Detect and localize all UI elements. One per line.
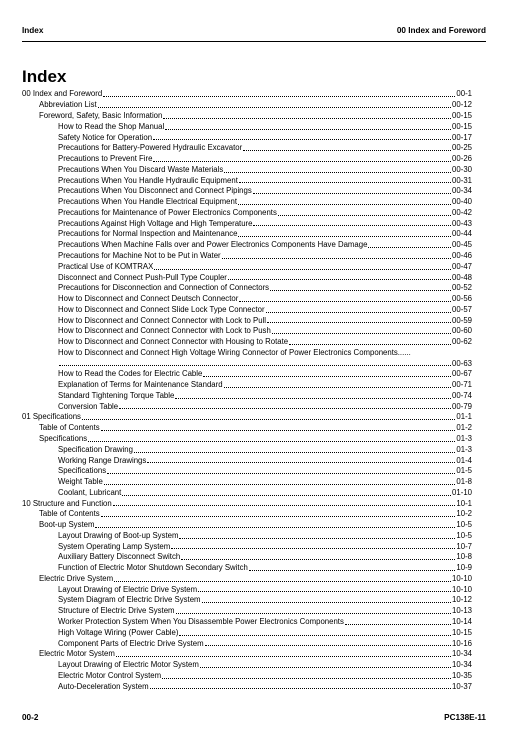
index-entry-page: 01-3 [456,433,472,443]
dot-leader [162,678,451,679]
index-entry-title: Precautions to Prevent Fire [58,154,153,164]
index-entry-title: Coolant, Lubricant [58,487,122,497]
index-entry-title: How to Disconnect and Connect Connector with Lock to Pull [58,315,267,325]
index-entry [22,283,472,294]
dot-leader [122,495,451,496]
index-entry [22,337,472,348]
index-entry [22,165,472,176]
index-entry-title: Layout Drawing of Electric Drive System [58,584,198,594]
index-entry-title: Precautions When You Discard Waste Materials [58,164,224,174]
dot-leader [224,172,451,173]
index-entry-page: 00-62 [452,337,472,347]
index-entry-title: How to Read the Codes for Electric Cable [58,369,203,379]
index-entry [22,391,472,402]
index-entry-title: Layout Drawing of Electric Motor System [58,660,199,670]
index-entry [22,563,472,574]
header-chapter-label: 00 Index and Foreword [396,26,486,35]
index-entry-title: How to Disconnect and Connect Deutsch Connector [58,294,239,304]
dot-leader [104,484,456,485]
index-entry [22,531,472,542]
dot-leader [239,182,451,183]
dot-leader [154,269,451,270]
dot-leader [198,591,451,592]
index-entry-page: 00-30 [452,164,472,174]
index-entry [22,434,472,445]
index-entry [22,219,472,230]
index-entry-page: 01-5 [456,466,472,476]
dot-leader [249,570,456,571]
index-entry-page: 00-12 [452,100,472,110]
index-entry-page: 00-43 [452,218,472,228]
index-entry-title: Precautions When Machine Falls over and Power Electronics Components Have Damage [58,240,368,250]
dot-leader [150,688,451,689]
dot-leader [278,215,451,216]
index-entry [22,273,472,284]
index-entry-title: Specification Drawing [58,444,133,454]
page-title: Index [22,67,67,86]
dot-leader [200,667,451,668]
dot-leader [116,656,451,657]
index-entry-title: How to Disconnect and Connect High Voltage Wiring Connector of Power Electronics Components...... [58,347,411,357]
index-entry-title: Explanation of Terms for Maintenance Standard [58,380,223,390]
index-entry-page: 00-52 [452,283,472,293]
index-entry [22,305,472,316]
index-entry-title: 01 Specifications [22,412,81,422]
index-entry-page: 10-37 [452,681,472,691]
index-entry [22,143,472,154]
index-entry-title: Component Parts of Electric Drive System [58,638,204,648]
index-entry [22,456,472,467]
index-entry-title: Precautions for Machine Not to be Put in Water [58,250,221,260]
dot-leader [181,559,455,560]
index-entry [22,122,472,133]
index-entry [22,445,472,456]
index-entry [22,649,472,660]
index-entry-page: 10-12 [452,595,472,605]
index-entry-page: 00-40 [452,197,472,207]
index-entry [22,606,472,617]
index-entry-page: 00-31 [452,175,472,185]
index-entry-page: 10-10 [452,573,472,583]
index-entry [22,488,472,499]
index-entry-title: Layout Drawing of Boot-up System [58,530,179,540]
index-entry [22,326,472,337]
index-entry [22,251,472,262]
index-entry-title: Electric Motor System [39,649,115,659]
index-entry-title: Precautions for Disconnection and Connection of Connectors [58,283,270,293]
dot-leader [101,430,456,431]
dot-leader [171,548,455,549]
index-entry-page: 10-13 [452,606,472,616]
index-entry-title: 00 Index and Foreword [22,89,103,99]
index-list [22,90,472,693]
index-entry-page: 00-1 [456,89,472,99]
index-entry [22,628,472,639]
dot-leader [114,581,451,582]
index-entry-page: 00-26 [452,154,472,164]
index-entry-title: Structure of Electric Drive System [58,606,175,616]
dot-leader [107,473,455,474]
index-entry [22,520,472,531]
dot-leader [266,312,451,313]
index-entry-page: 10-16 [452,638,472,648]
index-entry [22,176,472,187]
index-entry-title: Auto-Deceleration System [58,681,149,691]
index-entry-title: Specifications [39,433,88,443]
index-entry-page: 00-60 [452,326,472,336]
index-entry [22,552,472,563]
dot-leader [289,344,451,345]
dot-leader [253,225,451,226]
index-entry-title: Working Range Drawings [58,455,147,465]
index-entry-title: Table of Contents [39,423,100,433]
dot-leader [98,107,451,108]
index-entry-title: System Diagram of Electric Drive System [58,595,201,605]
dot-leader [272,333,451,334]
index-entry-title: Precautions When You Handle Electrical Equipment [58,197,238,207]
index-entry-page: 00-59 [452,315,472,325]
index-entry-page: 10-10 [452,584,472,594]
index-entry-page: 01-2 [456,423,472,433]
dot-leader [224,387,451,388]
index-entry-page: 01-1 [456,412,472,422]
index-entry [22,660,472,671]
index-entry [22,133,472,144]
dot-leader [59,365,451,366]
dot-leader [88,441,455,442]
dot-leader [179,635,451,636]
index-entry-title: Worker Protection System When You Disassemble Power Electronics Components [58,617,344,626]
index-entry [22,499,472,510]
index-entry-title: How to Disconnect and Connect Connector with Housing to Rotate [58,337,289,347]
index-entry-title: How to Read the Shop Manual [58,121,165,131]
index-entry [22,359,472,370]
index-entry-page: 00-74 [452,390,472,400]
dot-leader [228,279,451,280]
dot-leader [101,516,456,517]
dot-leader [203,376,451,377]
index-entry [22,316,472,327]
index-entry [22,595,472,606]
dot-leader [176,613,451,614]
index-entry-title: Electric Drive System [39,573,114,583]
dot-leader [238,204,451,205]
header-divider [22,41,486,42]
index-entry-title: Precautions When You Handle Hydraulic Equipment [58,175,238,185]
index-entry-page: 01-4 [456,455,472,465]
index-entry [22,466,472,477]
index-entry-title: Conversion Table [58,401,119,411]
index-entry-title: Function of Electric Motor Shutdown Secondary Switch [58,563,248,573]
dot-leader [238,236,451,237]
dot-leader [82,419,455,420]
index-entry-page: 10-34 [452,660,472,670]
index-entry-page: 00-34 [452,186,472,196]
index-entry [22,617,472,628]
index-entry [22,348,472,359]
index-entry-title: Auxiliary Battery Disconnect Switch [58,552,181,562]
index-entry-title: System Operating Lamp System [58,541,171,551]
index-entry [22,294,472,305]
index-entry [22,111,472,122]
index-entry [22,262,472,273]
dot-leader [222,258,451,259]
index-entry-page: 00-15 [452,111,472,121]
index-entry-page: 00-42 [452,207,472,217]
index-entry [22,412,472,423]
index-entry [22,682,472,693]
dot-leader [205,645,451,646]
index-entry-page: 10-14 [452,617,472,626]
index-entry-page: 00-17 [452,132,472,142]
page-footer [22,713,486,727]
index-entry-page: 00-46 [452,250,472,260]
dot-leader [119,408,451,409]
dot-leader [95,527,455,528]
dot-leader [270,290,451,291]
index-entry-page: 00-71 [452,380,472,390]
index-entry [22,208,472,219]
index-entry-page: 10-7 [456,541,472,551]
index-entry [22,574,472,585]
index-entry [22,154,472,165]
index-entry-page: 00-25 [452,143,472,153]
index-entry-title: Table of Contents [39,509,100,519]
dot-leader [153,139,451,140]
index-entry-page: 00-57 [452,304,472,314]
dot-leader [368,247,451,248]
index-entry-page: 01-10 [452,487,472,497]
index-entry [22,90,472,101]
dot-leader [153,161,451,162]
index-entry [22,477,472,488]
dot-leader [239,301,451,302]
index-entry-title: Precautions for Normal Inspection and Maintenance [58,229,238,239]
index-entry-page: 10-2 [456,509,472,519]
index-entry-title: Abbreviation List [39,100,97,110]
index-entry-page: 10-9 [456,563,472,573]
dot-leader [243,150,451,151]
index-entry-title: Precautions Against High Voltage and High Temperature [58,218,253,228]
dot-leader [202,602,452,603]
index-entry-page: 00-67 [452,369,472,379]
dot-leader [147,462,455,463]
dot-leader [345,624,451,625]
index-entry-page: 10-1 [456,498,472,508]
dot-leader [113,505,456,506]
dot-leader [103,96,455,97]
index-entry [22,369,472,380]
index-entry-page: 10-15 [452,627,472,637]
index-entry-title: Standard Tightening Torque Table [58,390,175,400]
index-entry-page: 10-34 [452,649,472,659]
index-entry-title: Weight Table [58,477,103,487]
dot-leader [253,193,451,194]
index-entry [22,402,472,413]
index-entry-title: Precautions for Maintenance of Power Electronics Components [58,207,277,217]
index-entry [22,100,472,111]
dot-leader [179,538,455,539]
index-entry [22,186,472,197]
index-entry-page: 00-45 [452,240,472,250]
dot-leader [163,118,451,119]
page-header [22,26,486,40]
index-entry-title: Practical Use of KOMTRAX [58,261,154,271]
index-entry-page: 10-5 [456,520,472,530]
index-entry [22,380,472,391]
header-section-label: Index [22,26,44,35]
page-number: 00-2 [22,713,39,722]
index-entry-page: 00-79 [452,401,472,411]
index-entry-page: 01-8 [456,477,472,487]
index-entry [22,585,472,596]
index-entry [22,197,472,208]
index-entry [22,229,472,240]
index-entry-page: 00-63 [452,358,472,368]
index-entry-page: 01-3 [456,444,472,454]
index-entry-page: 10-35 [452,670,472,680]
index-entry-page: 00-44 [452,229,472,239]
index-entry-title: Specifications [58,466,107,476]
index-entry-title: How to Disconnect and Connect Slide Lock Type Connector [58,304,265,314]
index-entry-title: How to Disconnect and Connect Connector with Lock to Push [58,326,271,336]
index-entry-title: High Voltage Wiring (Power Cable) [58,627,179,637]
index-entry [22,423,472,434]
index-entry-page: 00-47 [452,261,472,271]
index-entry [22,639,472,650]
index-entry-title: Disconnect and Connect Push-Pull Type Coupler [58,272,227,282]
index-entry-title: Safety Notice for Operation [58,132,153,142]
index-entry-page: 00-48 [452,272,472,282]
index-entry-title: 10 Structure and Function [22,498,112,508]
index-entry-title: Boot-up System [39,520,95,530]
index-entry [22,542,472,553]
dot-leader [175,398,451,399]
index-entry-title: Electric Motor Control System [58,670,162,680]
index-entry-title: Precautions When You Disconnect and Connect Pipings [58,186,252,196]
index-entry-page: 00-15 [452,121,472,131]
index-entry [22,509,472,520]
index-entry-page: 00-56 [452,294,472,304]
index-entry-page: 10-5 [456,530,472,540]
index-entry-page: 10-8 [456,552,472,562]
index-entry-title: Foreword, Safety, Basic Information [39,111,163,121]
index-entry-title: Precautions for Battery-Powered Hydraulic Excavator [58,143,243,153]
dot-leader [134,452,455,453]
dot-leader [267,322,451,323]
index-entry [22,240,472,251]
dot-leader [165,129,451,130]
index-entry [22,671,472,682]
model-number: PC138E-11 [444,713,486,722]
